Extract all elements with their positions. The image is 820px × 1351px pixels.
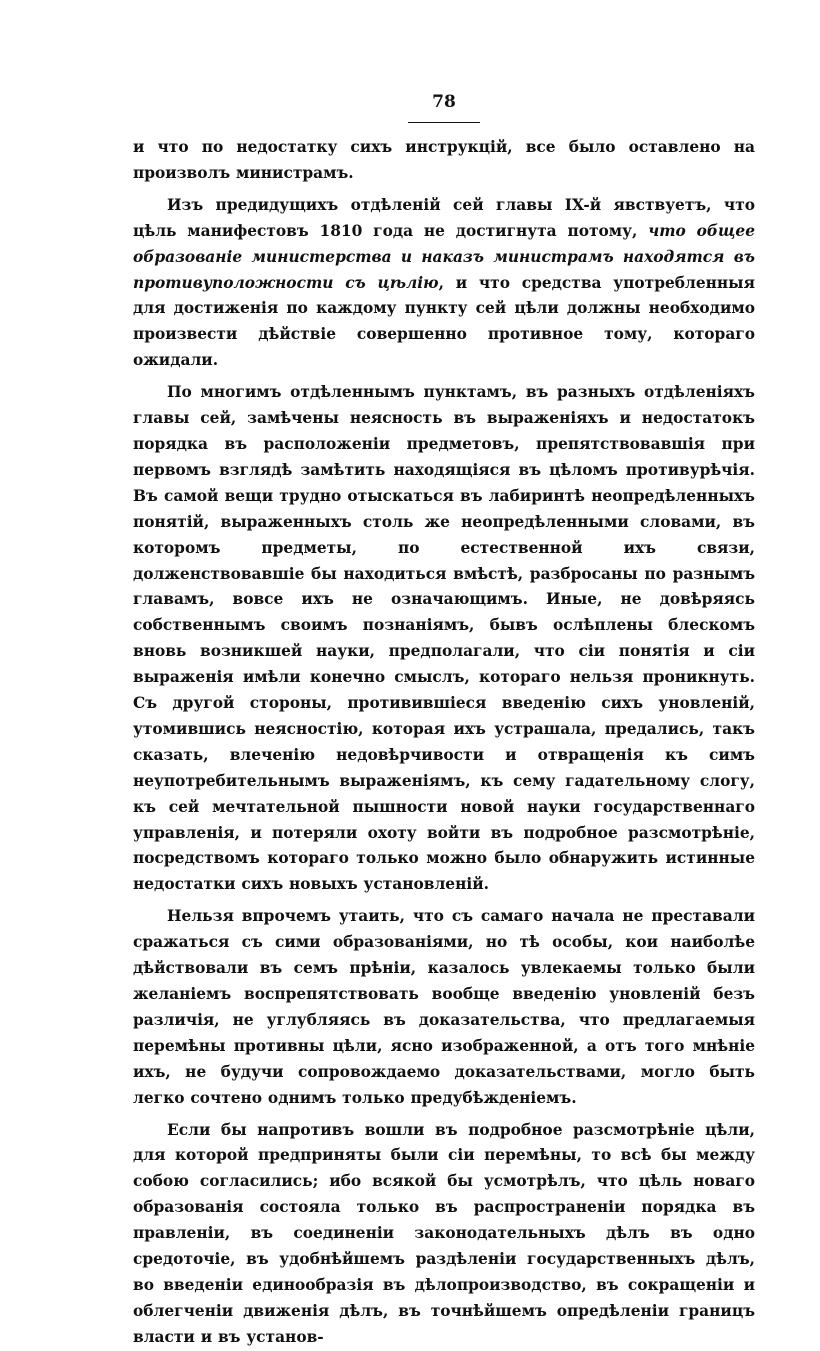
paragraph-manifestos-lead: Изъ предидущихъ отдѣленій сей главы IX-й явствуетъ, что цѣль манифестовъ 1810 года не достигнута потому, (133, 195, 755, 240)
header-rule (408, 122, 480, 123)
page-number: 78 (432, 92, 456, 112)
paragraph-manifestos-italic: что общее образованіе министерства и наказъ министрамъ находятся въ противуположности съ цѣлію (133, 221, 755, 292)
paragraph-separate-points: По многимъ отдѣленнымъ пунктамъ, въ разныхъ отдѣленіяхъ главы сей, замѣчены неясность въ выраженіяхъ и недостатокъ порядка въ расположеніи предметовъ, препятствовавшія при первомъ взглядѣ замѣтить находящіяся въ цѣломъ противурѣчія. Въ самой вещи трудно отыскаться въ лабиринтѣ неопредѣленныхъ понятій, выраженныхъ столь же неопредѣленными словами, въ которомъ предметы, по естественной ихъ связи, долженствовавшіе бы находиться вмѣстѣ, разбросаны по разнымъ главамъ, вовсе ихъ не означающимъ. Иные, не довѣряясь собственнымъ своимъ познаніямъ, бывъ ослѣплены блескомъ вновь возникшей науки, предполагали, что сіи понятія и сіи выраженія имѣли конечно смыслъ, котораго нельзя проникнуть. Съ другой стороны, противившіеся введенію сихъ уновленій, утомившись неясностію, которая ихъ устрашала, предались, такъ сказать, влеченію недовѣрчивости и отвращенія къ симъ неупотребительнымъ выраженіямъ, къ сему гадательному слогу, къ сей мечтательной пышности новой науки государственнаго управленія, и потеряли охоту войти въ подробное разсмотрѣніе, посредствомъ котораго только можно было обнаружить истинные недостатки сихъ новыхъ установленій. (133, 383, 755, 894)
paragraph-manifestos (133, 193, 755, 374)
paragraph-if-however: Если бы напротивъ вошли въ подробное разсмотрѣніе цѣли, для которой предприняты были сіи перемѣны, то всѣ бы между собою согласились; ибо всякой бы усмотрѣлъ, что цѣль новаго образованія состояла только въ распространеніи порядка въ правленіи, въ соединеніи законодательныхъ дѣлъ въ одно средоточіе, въ удобнѣйшемъ раздѣленіи государственныхъ дѣлъ, во введеніи единообразія въ дѣлопроизводство, въ сокращеніи и облегченіи движенія дѣлъ, въ точнѣйшемъ опредѣленіи границъ власти и въ установ- (133, 1120, 755, 1346)
page-content (133, 92, 755, 1351)
paragraph-manifestos-tail: , и что средства употребленныя для достиженія по каждому пункту сей цѣли должны необходимо произвести дѣйствіе совершенно противное тому, котораго ожидали. (133, 273, 755, 370)
paragraph-continuation: и что по недостатку сихъ инструкцій, все было оставлено на произволъ министрамъ. (133, 138, 755, 182)
paragraph-cannot-conceal: Нельзя впрочемъ утаить, что съ самаго начала не преставали сражаться съ сими образованіями, но тѣ особы, кои наиболѣе дѣйствовали въ семъ прѣніи, казалось увлекаемы только были желаніемъ воспрепятствовать вообще введенію уновленій безъ различія, не углубляясь въ доказательства, что предлагаемыя перемѣны противны цѣли, ясно изображенной, а отъ того мнѣніе ихъ, не будучи сопровождаемо доказательствами, могло быть легко сочтено однимъ только предубѣжденіемъ. (133, 907, 755, 1107)
